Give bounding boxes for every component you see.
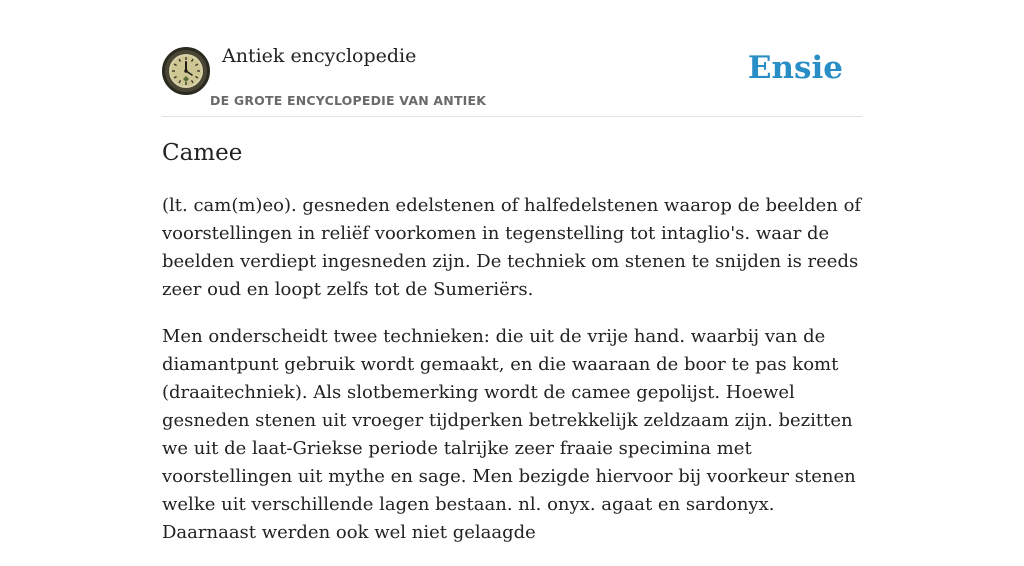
article-title: Camee — [162, 140, 243, 166]
content-container — [162, 0, 862, 543]
article-body — [162, 192, 862, 566]
brand-logo[interactable]: Ensie — [747, 50, 843, 86]
antique-clock-icon[interactable] — [162, 47, 210, 95]
site-subtitle: DE GROTE ENCYCLOPEDIE VAN ANTIEK — [210, 93, 487, 108]
site-header — [162, 0, 862, 117]
article-paragraph: Men onderscheidt twee technieken: die uit de vrije hand. waarbij van de diamantpunt gebruik wordt gemaakt, en die waaraan de boor te pas komt (draaitechniek). Als slotbemerking wordt de camee gepolijst. Hoewel gesneden stenen uit vroeger tijdperken betrekkelijk zeldzaam zijn. bezitten we uit de laat-Griekse periode talrijke zeer fraaie specimina met voorstellingen uit mythe en sage. Men bezigde hiervoor bij voorkeur stenen welke uit verschillende lagen bestaan. nl. onyx. agaat en sardonyx. Daarnaast werden ook wel niet gelaagde — [162, 326, 856, 543]
article-paragraph: (lt. cam(m)eo). gesneden edelstenen of halfedelstenen waarop de beelden of voorstellingen in reliëf voorkomen in tegenstelling tot intaglio's. waar de beelden verdiept ingesneden zijn. De techniek om stenen te snijden is reeds zeer oud en loopt zelfs tot de Sumeriërs. — [162, 195, 862, 300]
site-title[interactable]: Antiek encyclopedie — [222, 45, 417, 67]
